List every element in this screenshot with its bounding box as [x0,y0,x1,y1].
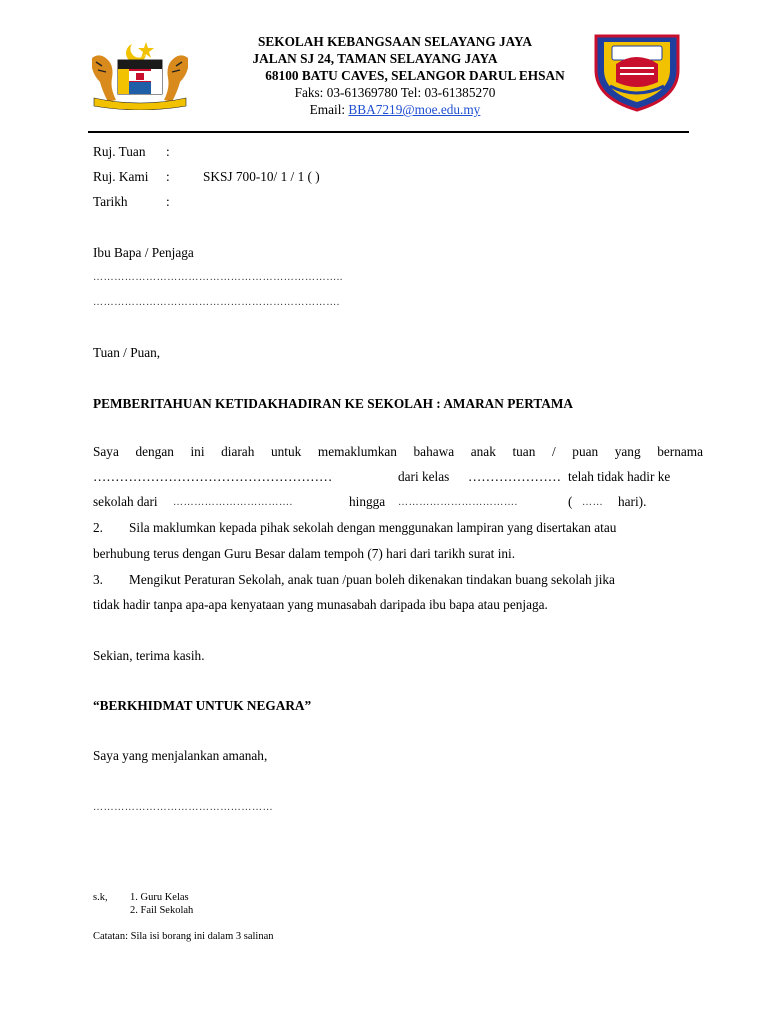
paragraph-1-line-1: Saya dengan ini diarah untuk memaklumkan bahawa anak tuan / puan yang bernama [93,444,703,459]
telah-tidak-hadir-text: telah tidak hadir ke [568,469,671,484]
signature-line: …………………………………………… [93,802,274,813]
sekolah-dari-text: sekolah dari [93,494,158,509]
note-text: Catatan: Sila isi borang ini dalam 3 salinan [93,931,274,942]
ruj-kami-value: SKSJ 700-10/ 1 / 1 ( ) [203,169,320,184]
paragraph-3-line-2: tidak hadir tanpa apa-apa kenyataan yang munasabah daripada ibu bapa atau penjaga. [93,597,548,612]
hingga-text: hingga [349,494,386,509]
email-link[interactable]: BBA7219@moe.edu.my [348,102,481,117]
paragraph-2-line-1: Sila maklumkan kepada pihak sekolah dengan menggunakan lampiran yang disertakan atau [129,520,617,535]
school-address-line2: 68100 BATU CAVES, SELANGOR DARUL EHSAN [265,68,565,83]
recipient-label: Ibu Bapa / Penjaga [93,245,194,260]
to-date-blank: ……………………………. [398,497,518,508]
ruj-kami-colon: : [166,169,170,184]
closing-text: Sekian, terima kasih. [93,648,205,663]
cc-item: 1. Guru Kelas [130,892,189,903]
header-divider [88,131,689,133]
hari-text: hari). [618,494,647,509]
recipient-line-2: ……………………………………………………………. [93,297,340,308]
email-line [180,101,610,118]
coat-of-arms-logo [86,38,194,110]
contact-line: Faks: 03-61369780 Tel: 03-61385270 [294,85,496,100]
student-name-blank: ……………………………………………… [93,469,333,484]
tarikh-colon: : [166,194,170,209]
dari-kelas-text: dari kelas [398,469,450,484]
ruj-tuan-colon: : [166,144,170,159]
tarikh-label: Tarikh [93,194,128,209]
from-date-blank: ……………………………. [173,497,293,508]
paragraph-3-line-1: Mengikut Peraturan Sekolah, anak tuan /puan boleh dikenakan tindakan buang sekolah jika [129,572,615,587]
days-open-paren: ( [568,494,573,509]
ruj-tuan-label: Ruj. Tuan [93,144,146,159]
paragraph-2-number: 2. [93,520,103,535]
recipient-line-1: …………………………………………………………….. [93,272,343,283]
salutation: Tuan / Puan, [93,345,161,360]
school-address-line1: JALAN SJ 24, TAMAN SELAYANG JAYA [252,51,498,66]
paragraph-2-line-2: berhubung terus dengan Guru Besar dalam tempoh (7) hari dari tarikh surat ini. [93,546,516,561]
days-blank: …… [582,497,604,508]
paragraph-3-number: 3. [93,572,103,587]
cc-label: s.k, [93,892,108,903]
cc-item: 2. Fail Sekolah [130,905,194,916]
class-blank: ………………… [468,469,562,484]
email-label: Email: [309,102,349,117]
ruj-kami-label: Ruj. Kami [93,169,149,184]
school-name: SEKOLAH KEBANGSAAN SELAYANG JAYA [257,34,533,49]
motto: “BERKHIDMAT UNTUK NEGARA” [93,698,312,713]
signoff-text: Saya yang menjalankan amanah, [93,748,268,763]
subject-heading: PEMBERITAHUAN KETIDAKHADIRAN KE SEKOLAH : AMARAN PERTAMA [93,396,573,411]
